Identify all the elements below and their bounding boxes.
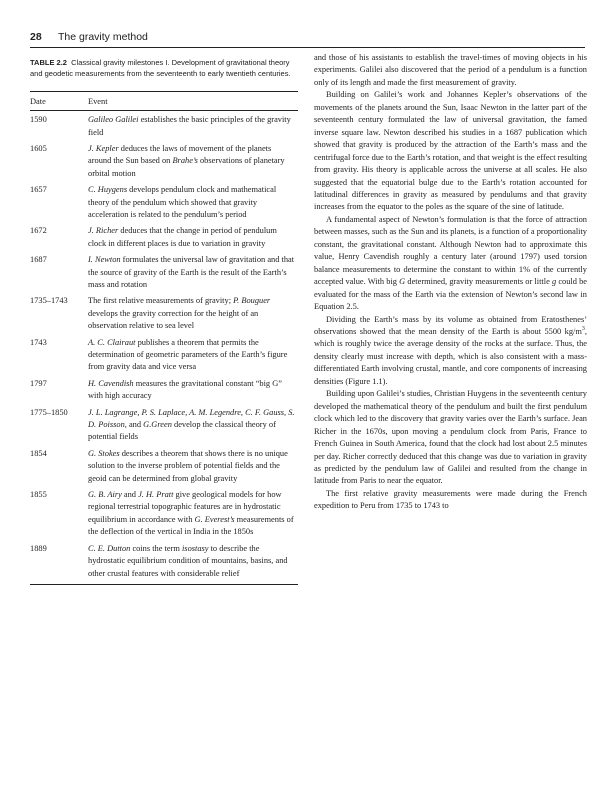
- event-text: measurements of the deflection of the vertical in India in the 1850s: [88, 514, 294, 537]
- text-run: , which is roughly twice the average density of the rocks at the surface. Thus, the density clearly must increase with depth, which is also consistent with a mass-differentiated Earth involving crustal, mantle, and core components of increasing densities (Figure 1.1).: [314, 326, 587, 386]
- table-row: [30, 337, 298, 374]
- paragraph: [314, 314, 587, 389]
- event-name: H. Cavendish: [88, 378, 134, 388]
- row-event: [88, 337, 298, 374]
- event-name: J. Kepler: [88, 143, 119, 153]
- event-text: describes a theorem that shows there is no unique solution to the inverse problem of potential fields and the geoid can be determined from global gravity: [88, 448, 288, 483]
- event-name: G.Green: [143, 420, 172, 430]
- event-name: J. Richer: [88, 226, 119, 236]
- symbol-little-g: g: [551, 277, 557, 287]
- event-text: and: [123, 490, 136, 500]
- event-name: C. E. Dutton: [88, 543, 131, 553]
- superscript: 3: [581, 326, 585, 333]
- column-header-date: Date: [30, 96, 46, 106]
- text-run: A fundamental aspect of Newton’s formulation is that the force of attraction between masses, such as the Sun and its planets, is a function of a proportionality constant, the gravitational constant. Although Newton had to approximate this value, Henry Cavendish roughly a century later (around 1797) used torsion balance measurements to determine the constant to within 1% of the currently accepted value. With big: [314, 214, 587, 287]
- event-text: give geological models for how regional terrestrial topographic features are in hydrostatic equilibrium in accordance with: [88, 490, 282, 524]
- event-text: and: [128, 420, 142, 430]
- event-text: establishes the basic principles of the gravity field: [88, 115, 291, 137]
- paragraph: Building upon Galilei’s studies, Christian Huygens in the seventeenth century developed the mathematical theory of the pendulum and built the first pendulum clock which led to the discovery that gravity varies over the Earth’s surface. Jean Richer in the 1670s, upon moving a pendulum clock from Paris, France to French Guinea in South America, found that the clock had lost about 2.5 minutes per day. Richer correctly deduced that this change was due to variation in gravity as predicted by the pendulum law of Galilei and resulted from the change in latitude from Paris to near the equator.: [314, 389, 587, 486]
- symbol-big-g: G: [399, 277, 406, 287]
- row-event: [88, 254, 298, 291]
- table-row: [30, 254, 298, 291]
- event-name: G. Everest’s: [194, 514, 235, 524]
- event-name: Brahe’s: [172, 156, 198, 166]
- row-event: [88, 448, 298, 485]
- text-run: determined, gravity measurements or little: [407, 277, 550, 287]
- event-text: publishes a theorem that permits the determination of geometric parameters of the Earth’s figure from gravity data and vice versa: [88, 337, 288, 372]
- event-name: P. Bouguer: [233, 296, 271, 306]
- row-date: 1590: [30, 115, 47, 125]
- event-text: The first relative measurements of gravity;: [88, 296, 232, 306]
- row-event: [88, 225, 298, 250]
- event-text: measures the gravitational constant “big G” with high accuracy: [88, 378, 282, 401]
- event-name: A. C. Clairaut: [88, 337, 136, 347]
- table-row: [30, 407, 298, 444]
- row-event: [88, 184, 298, 221]
- event-name: J. H. Pratt: [138, 490, 174, 500]
- table-caption: [30, 58, 298, 80]
- event-text: to describe the hydrostatic equilibrium condition of mountains, basins, and other crustal features with considerable relief: [88, 543, 288, 578]
- event-name: isostasy: [181, 543, 209, 553]
- row-date: 1854: [30, 448, 47, 458]
- row-date: 1657: [30, 185, 47, 195]
- table-bottom-rule: [30, 584, 298, 585]
- row-date: 1743: [30, 337, 47, 347]
- event-name: J. L. Lagrange, P. S. Laplace, A. M. Legendre, C. F. Gauss, S. D. Poisson,: [88, 407, 295, 430]
- event-name: I. Newton: [88, 255, 121, 265]
- event-text: deduces that the change in period of pendulum clock in different places is due to variation in gravity: [88, 226, 277, 248]
- event-name: G. Stokes: [88, 448, 120, 458]
- row-date: 1855: [30, 490, 47, 500]
- row-event: [88, 143, 298, 180]
- table-body: [30, 111, 298, 580]
- row-event: [88, 407, 298, 444]
- row-event: [88, 114, 298, 139]
- paragraph: and those of his assistants to establish the travel-times of moving objects in his experiments. Galilei also discovered that the period of a pendulum is a function only of its length and made the first measurement of gravity.: [314, 53, 587, 87]
- row-date: 1605: [30, 143, 47, 153]
- running-title: The gravity method: [58, 31, 148, 43]
- table-row: [30, 448, 298, 485]
- table-label: TABLE 2.2: [30, 58, 67, 67]
- table-row: [30, 225, 298, 250]
- table-row: [30, 378, 298, 403]
- paragraph: The first relative gravity measurements were made during the French expedition to Peru from 1735 to 1743 to: [314, 488, 587, 511]
- table-header: [30, 92, 298, 111]
- row-event: [88, 378, 298, 403]
- event-name: C. Huygens: [88, 185, 128, 195]
- row-date: 1889: [30, 543, 47, 553]
- event-name: G. B. Airy: [88, 490, 122, 500]
- header-rule: [30, 47, 585, 48]
- table-row: [30, 489, 298, 539]
- body-text: [314, 52, 587, 513]
- table-row: [30, 114, 298, 139]
- event-text: develops pendulum clock and mathematical theory of the pendulum which showed that gravity acceleration is related to the pendulum’s period: [88, 185, 277, 219]
- event-text: develop the classical theory of potential fields: [88, 420, 276, 442]
- event-text: deduces the laws of movement of the planets around the Sun based on: [88, 143, 272, 166]
- table-row: [30, 295, 298, 332]
- row-date: 1672: [30, 226, 47, 236]
- row-event: [88, 489, 298, 539]
- row-date: 1775–1850: [30, 407, 68, 417]
- column-header-event: Event: [88, 96, 108, 106]
- table-row: [30, 184, 298, 221]
- event-text: formulates the universal law of gravitation and that the source of gravity of the Earth is the result of the Earth’s mass and rotation: [88, 255, 295, 289]
- event-text: coins the term: [132, 543, 180, 553]
- table-row: [30, 543, 298, 580]
- row-event: [88, 543, 298, 580]
- text-run: could be evaluated for the mass of the Earth via the extension of Newton’s second law in Equation 2.5.: [314, 277, 588, 312]
- table-caption-text: Classical gravity milestones I. Development of gravitational theory and geodetic measurements from the seventeenth to early twentieth centuries.: [30, 58, 291, 78]
- running-header: [30, 31, 585, 47]
- paragraph: [314, 214, 587, 314]
- row-date: 1687: [30, 255, 47, 265]
- row-event: [88, 295, 298, 332]
- event-text: develops the gravity correction for the height of an observation relative to sea level: [88, 308, 259, 331]
- row-date: 1797: [30, 378, 47, 388]
- table-row: [30, 143, 298, 180]
- milestones-table: [30, 58, 298, 585]
- event-name: Galileo Galilei: [88, 115, 139, 125]
- row-date: 1735–1743: [30, 296, 68, 306]
- event-text: observations of planetary orbital motion: [88, 156, 285, 178]
- text-run: Dividing the Earth’s mass by its volume as obtained from Eratosthenes’ observations showed that the mean density of the Earth is about 5500 kg/m: [314, 314, 587, 336]
- page-number: 28: [30, 31, 42, 43]
- paragraph: Building on Galilei’s work and Johannes Kepler’s observations of the movements of the planets around the Sun, Isaac Newton in the latter part of the seventeenth century formulated the law of universal gravitation, the famed inverse square law. Newton described his studies in a 1687 publication which showed that gravity is produced by the attraction of the Earth’s mass and the centrifugal force due to the Earth’s rotation, and that weight is the effect resulting from gravity. His theory is applicable across the universe at all scales. He also suggested that the equatorial bulge due to the Earth’s rotation accounted for latitudinal differences in gravity as measured by pendulums and that gravity increases from the equator to the poles as the square of the sine of latitude.: [314, 90, 587, 212]
